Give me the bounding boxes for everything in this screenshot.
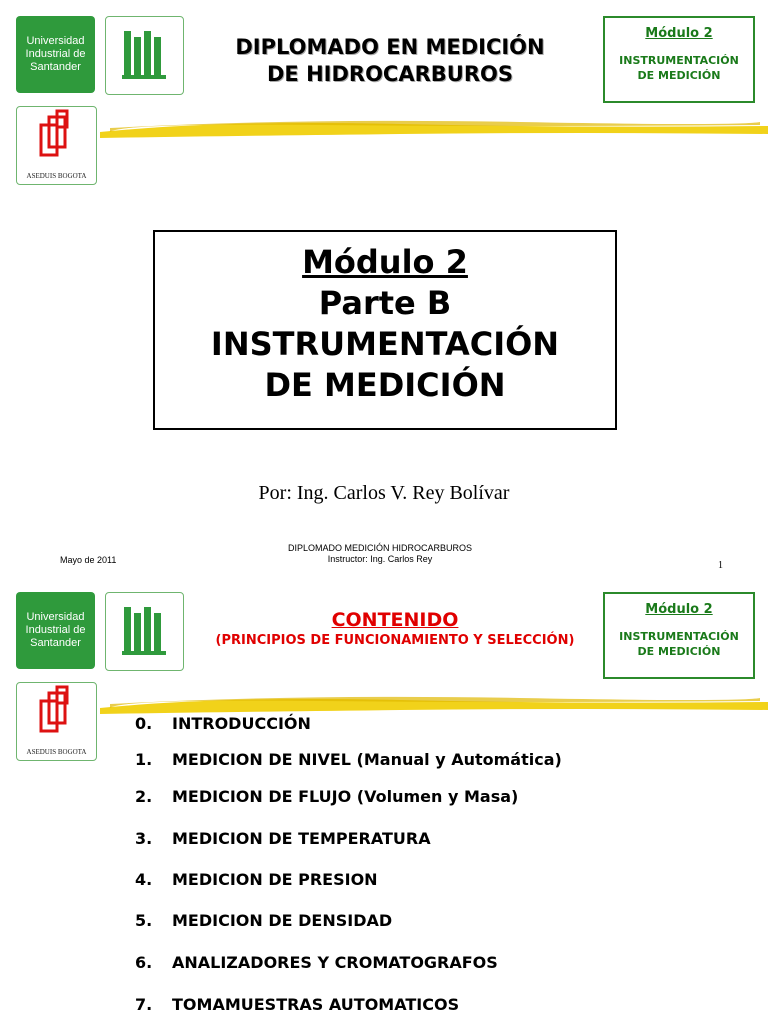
main-title-line1: Módulo 2 bbox=[302, 243, 468, 281]
toc-item-number: 3. bbox=[135, 829, 153, 848]
aseduis-logo bbox=[16, 106, 97, 185]
module-label: Módulo 2 bbox=[645, 602, 713, 617]
module-badge bbox=[603, 16, 755, 103]
main-title-line3: INSTRUMENTACIÓN bbox=[210, 325, 560, 363]
toc-item bbox=[135, 714, 311, 733]
toc-item-text: MEDICION DE FLUJO (Volumen y Masa) bbox=[172, 787, 519, 806]
toc-item bbox=[135, 911, 392, 930]
toc-item-text: TOMAMUESTRAS AUTOMATICOS bbox=[172, 995, 460, 1014]
footer-center bbox=[250, 543, 510, 565]
main-title-line2: Parte B bbox=[318, 284, 452, 322]
toc-item-text: MEDICION DE DENSIDAD bbox=[172, 911, 393, 930]
toc-item bbox=[135, 870, 378, 889]
toc-item-number: 0. bbox=[135, 714, 153, 733]
module-subtitle-line1: INSTRUMENTACIÓN bbox=[619, 54, 739, 67]
toc-item-text: ANALIZADORES Y CROMATOGRAFOS bbox=[172, 953, 498, 972]
toc-item-text: MEDICION DE TEMPERATURA bbox=[172, 829, 431, 848]
toc-item-number: 5. bbox=[135, 911, 153, 930]
aseduis-emblem-icon bbox=[17, 683, 96, 743]
main-title-box bbox=[153, 230, 617, 430]
aseduis-emblem-icon bbox=[17, 107, 96, 167]
header-title-line1: DIPLOMADO EN MEDICIÓN bbox=[235, 35, 545, 59]
toc-item-number: 7. bbox=[135, 995, 153, 1014]
toc-item-text: MEDICION DE PRESION bbox=[172, 870, 378, 889]
uis-logo-text-block bbox=[16, 16, 95, 93]
slide-contenido bbox=[0, 580, 768, 1024]
aseduis-logo bbox=[16, 682, 97, 761]
uis-logo-text: Universidad Industrial de Santander bbox=[25, 611, 86, 649]
uis-emblem-icon bbox=[105, 16, 184, 95]
toc-item-number: 6. bbox=[135, 953, 153, 972]
module-subtitle-line2: DE MEDICIÓN bbox=[637, 645, 721, 658]
module-subtitle-line2: DE MEDICIÓN bbox=[637, 69, 721, 82]
toc-item bbox=[135, 829, 431, 848]
uis-logo-text-block bbox=[16, 592, 95, 669]
header-title-line2: DE HIDROCARBUROS bbox=[267, 62, 513, 86]
module-subtitle bbox=[605, 53, 753, 83]
main-title-line4: DE MEDICIÓN bbox=[264, 366, 506, 404]
toc-item bbox=[135, 953, 498, 972]
toc-item-text: INTRODUCCIÓN bbox=[172, 714, 311, 733]
aseduis-text: ASEDUIS BOGOTA bbox=[26, 748, 87, 756]
yellow-brush-stroke bbox=[100, 110, 768, 140]
uis-logo-text: Universidad Industrial de Santander bbox=[25, 35, 86, 73]
header-title bbox=[190, 34, 590, 88]
toc-item-number: 1. bbox=[135, 750, 153, 769]
module-subtitle bbox=[605, 629, 753, 659]
toc-item-number: 4. bbox=[135, 870, 153, 889]
footer-center-line1: DIPLOMADO MEDICIÓN HIDROCARBUROS bbox=[287, 543, 473, 553]
contenido-subtitle: (PRINCIPIOS DE FUNCIONAMIENTO Y SELECCIÓN) bbox=[215, 633, 575, 648]
toc-item-number: 2. bbox=[135, 787, 153, 806]
yellow-brush-stroke bbox=[100, 686, 768, 716]
toc-item-text: MEDICION DE NIVEL (Manual y Automática) bbox=[172, 750, 562, 769]
toc-item bbox=[135, 787, 518, 806]
footer-date: Mayo de 2011 bbox=[60, 555, 117, 565]
module-badge bbox=[603, 592, 755, 679]
toc-item bbox=[135, 750, 562, 769]
aseduis-text: ASEDUIS BOGOTA bbox=[26, 172, 87, 180]
uis-emblem-icon bbox=[105, 592, 184, 671]
toc-item bbox=[135, 995, 459, 1014]
contenido-heading bbox=[190, 608, 600, 650]
author-line: Por: Ing. Carlos V. Rey Bolívar bbox=[258, 482, 510, 504]
module-subtitle-line1: INSTRUMENTACIÓN bbox=[619, 630, 739, 643]
contenido-title: CONTENIDO bbox=[331, 609, 459, 631]
footer-center-line2: Instructor: Ing. Carlos Rey bbox=[327, 554, 433, 564]
page-number: 1 bbox=[718, 560, 723, 571]
module-label: Módulo 2 bbox=[645, 26, 713, 41]
